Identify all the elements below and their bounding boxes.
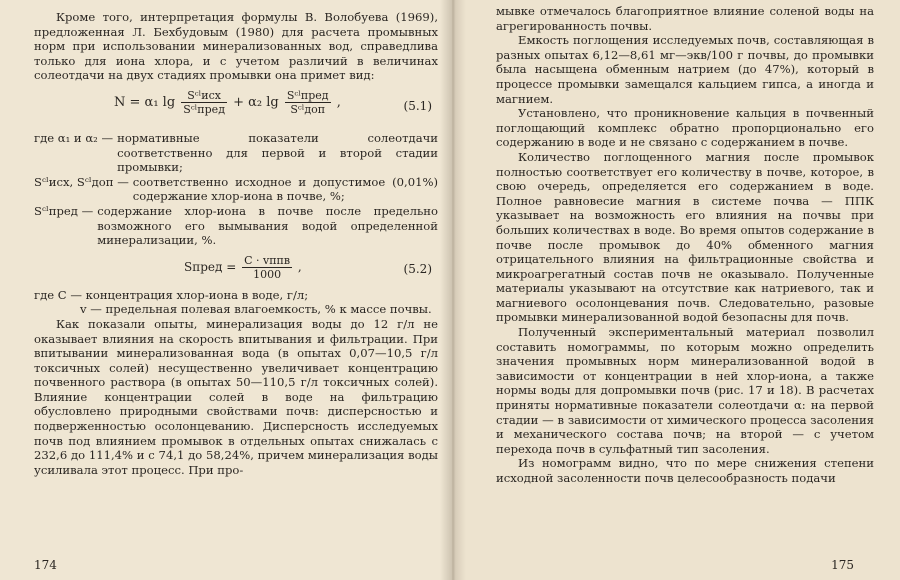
- definition-text: содержание хлор-иона в почве после предельно возможного его вымывания водой определенной минерализации, %.: [97, 203, 438, 248]
- fraction-1-numerator: Sᶜˡисх: [181, 89, 227, 103]
- left-paragraph-2: Как показали опыты, минерализация воды до 12 г/л не оказывает влияния на скорость впитывания и фильтрации. При впитывании минерализованная вода (в опытах 0,07—10,5 г/л токсичных солей) несущественно увеличивает концентрацию почвенного раствора (в опытах 50—110,5 г/л токсичных солей). Влияние концентрации солей в воде на фильтрацию обусловлено природными свойствами почв: дисперсностью и подверженностью осолонцеванию. Дисперсность исследуемых почв под влиянием промывок в отдельных опытах снижалась с 232,6 до 111,4% и с 74,1 до 58,24%, причем минерализация воды усиливала этот процесс. При про-: [34, 316, 438, 477]
- formula-5-2: [34, 252, 438, 286]
- fraction-2-denominator: Sᶜˡдоп: [290, 102, 326, 116]
- equation-number-5-1: (5.1): [403, 98, 432, 113]
- definition-s-isx: [34, 175, 438, 204]
- fraction-2-numerator: Sᶜˡпред: [286, 88, 329, 102]
- fraction-3-numerator: C · vппв: [244, 253, 291, 267]
- definition-text: нормативные показатели солеотдачи соответственно для первой и второй стадии промывки;: [117, 130, 438, 175]
- fraction-2: [285, 89, 331, 116]
- definition-term: Sᶜˡисх, Sᶜˡдоп —: [34, 174, 129, 189]
- book-gutter: [440, 0, 466, 580]
- definition-text: соответственно исходное и допустимое (0,01%) содержание хлор-иона в почве, %;: [132, 174, 438, 204]
- definition-term: Sᶜˡпред —: [34, 203, 94, 218]
- definition-term: где α₁ и α₂ —: [34, 130, 114, 145]
- page-number-right: 175: [831, 558, 854, 572]
- definition-v: v — предельная полевая влагоемкость, % к массе почвы.: [80, 302, 432, 317]
- definition-c: где C — концентрация хлор-иона в воде, г/л;: [34, 287, 309, 302]
- fraction-3-denominator: 1000: [253, 267, 282, 281]
- right-paragraph-4: Количество поглощенного магния после промывок полностью соответствует его количеству в почве, которое, в свою очередь, определяется его содержанием в воде. Полное равновесие магния в системе почва — ППК указывает на возможность его влияния на почвы при больших количествах в воде. Во время опытов содержание в почве после промывок до 40% обменного магния отрицательного влияния на фильтрационные свойства и микроагрегатный состав почв не оказывало. Полученные материалы указывают на отсутствие как натриевого, так и магниевого осолонцевания почв. Следовательно, разовые промывки минерализованной водой безопасны для почв.: [496, 149, 874, 325]
- definition-s-pred: [34, 204, 438, 248]
- formula-lhs: N =: [114, 94, 141, 110]
- right-page: [452, 0, 900, 580]
- right-paragraph-5: Полученный экспериментальный материал позволил составить номограммы, по которым можно определить значения промывных норм минерализованной водой в зависимости от концентрации в ней хлор-иона, а также нормы воды для допромывки почв (рис. 17 и 18). В расчетах приняты нормативные показатели солеотдачи α: на первой стадии — в зависимости от химического процесса засоления и механического состава почв; на второй — с учетом перехода почв в сульфатный тип засоления.: [496, 325, 874, 456]
- definitions-block: [34, 131, 438, 248]
- right-paragraph-1: мывке отмечалось благоприятное влияние соленой воды на агрегированность почвы.: [496, 4, 874, 33]
- right-paragraph-2: Емкость поглощения исследуемых почв, составляющая в разных опытах 6,12—8,61 мг—экв/100 г почвы, до промывки была насыщена обменным натрием (до 47%), который в процессе промывки замещался кальцием гипса, а иногда и магнием.: [496, 33, 874, 106]
- formula-term-2: + α₂ lg: [233, 94, 279, 110]
- fraction-3: [242, 254, 292, 281]
- fraction-1-denominator: Sᶜˡпред: [183, 102, 225, 116]
- formula-tail: ,: [336, 94, 341, 110]
- formula2-tail: ,: [297, 259, 302, 274]
- equation-number-5-2: (5.2): [403, 261, 432, 276]
- definition-alpha: [34, 131, 438, 175]
- right-paragraph-3: Установлено, что проникновение кальция в почвенный поглощающий комплекс обратно пропорционально его содержанию в воде и не связано с содержанием в почве.: [496, 106, 874, 150]
- right-paragraph-6: Из номограмм видно, что по мере снижения степени исходной засоленности почв целесообразность подачи: [496, 456, 874, 485]
- left-paragraph-1: Кроме того, интерпретация формулы В. Волобуева (1969), предложенная Л. Бехбудовым (1980) для расчета промывных норм при использовании минерализованных вод, справедлива только для иона хлора, и с учетом различий в величинах солеотдачи на двух стадиях промывки она примет вид:: [34, 10, 438, 83]
- formula2-lhs: Sпред =: [184, 259, 237, 274]
- fraction-1: [181, 89, 227, 116]
- page-number-left: 174: [34, 558, 57, 572]
- formula-term-1: α₁ lg: [144, 94, 176, 110]
- formula-5-1: [34, 89, 438, 127]
